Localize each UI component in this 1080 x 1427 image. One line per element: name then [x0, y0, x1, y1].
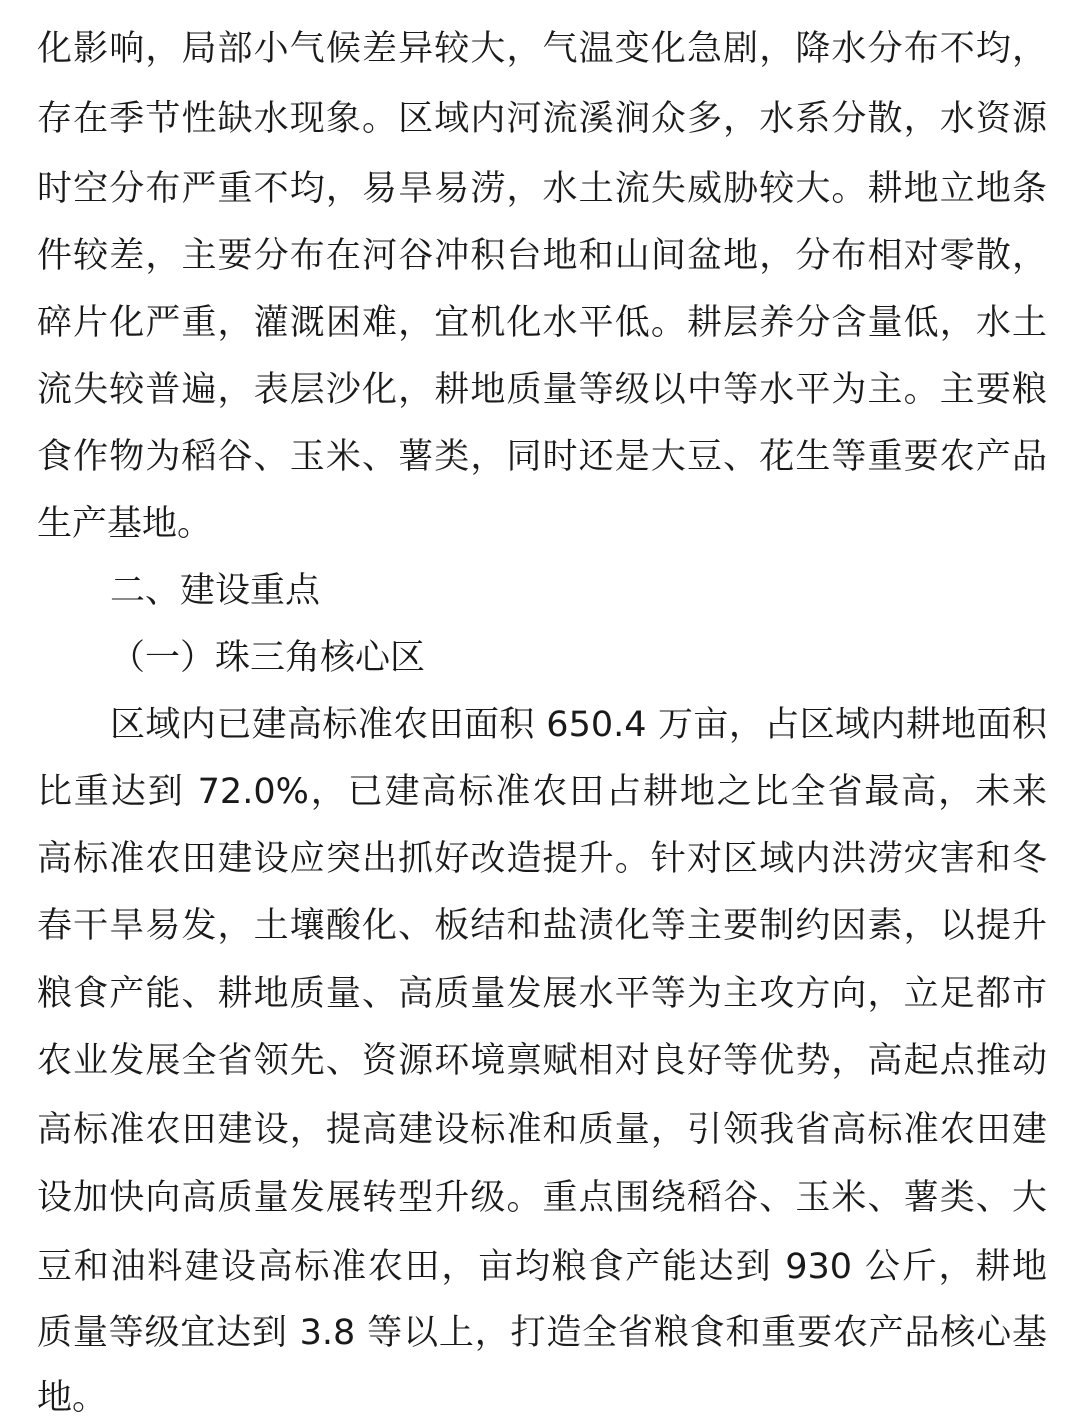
paragraph-2-line-4: 春干旱易发，土壤酸化、板结和盐渍化等主要制约因素，以提升	[37, 906, 1047, 946]
paragraph-1-line-6: 流失较普遍，表层沙化，耕地质量等级以中等水平为主。主要粮	[37, 370, 1047, 410]
paragraph-2-line-3: 高标准农田建设应突出抓好改造提升。针对区域内洪涝灾害和冬	[37, 839, 1047, 879]
paragraph-2-line-11: 地。	[37, 1378, 108, 1418]
paragraph-2-line-7: 高标准农田建设，提高建设标准和质量，引领我省高标准农田建	[37, 1110, 1047, 1150]
paragraph-1-line-5: 碎片化严重，灌溉困难，宜机化水平低。耕层养分含量低，水土	[37, 303, 1047, 343]
paragraph-2-line-8: 设加快向高质量发展转型升级。重点围绕稻谷、玉米、薯类、大	[37, 1178, 1047, 1218]
paragraph-1-line-2: 存在季节性缺水现象。区域内河流溪涧众多，水系分散，水资源	[37, 99, 1047, 139]
paragraph-2-line-10: 质量等级宜达到 3.8 等以上，打造全省粮食和重要农产品核心基	[37, 1313, 1047, 1353]
paragraph-1-line-1: 化影响，局部小气候差异较大，气温变化急剧，降水分布不均，	[37, 29, 1047, 69]
paragraph-1-line-3: 时空分布严重不均，易旱易涝，水土流失威胁较大。耕地立地条	[37, 169, 1047, 209]
paragraph-1-line-4: 件较差，主要分布在河谷冲积台地和山间盆地，分布相对零散，	[37, 236, 1047, 276]
paragraph-2-line-5: 粮食产能、耕地质量、高质量发展水平等为主攻方向，立足都市	[37, 974, 1047, 1014]
paragraph-1-line-7: 食作物为稻谷、玉米、薯类，同时还是大豆、花生等重要农产品	[37, 437, 1047, 477]
subsection-heading: （一）珠三角核心区	[110, 638, 426, 678]
paragraph-2-line-9: 豆和油料建设高标准农田，亩均粮食产能达到 930 公斤，耕地	[37, 1247, 1047, 1287]
section-heading: 二、建设重点	[110, 571, 321, 611]
paragraph-2-line-6: 农业发展全省领先、资源环境禀赋相对良好等优势，高起点推动	[37, 1041, 1047, 1081]
paragraph-2-line-1: 区域内已建高标准农田面积 650.4 万亩，占区域内耕地面积	[110, 705, 1047, 745]
paragraph-1-line-8: 生产基地。	[37, 504, 213, 544]
paragraph-2-line-2: 比重达到 72.0%，已建高标准农田占耕地之比全省最高，未来	[37, 772, 1047, 812]
